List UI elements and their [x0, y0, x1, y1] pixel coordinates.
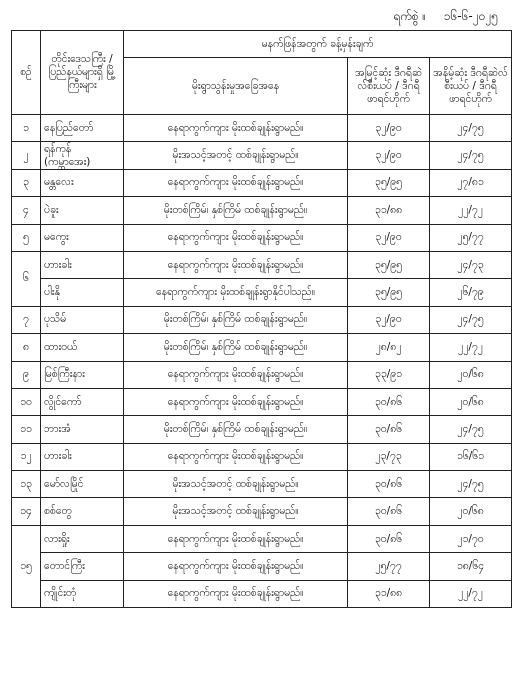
weather-cell: နေရာကွက်ကျား မိုးထစ်ချုန်းရွာမည်။	[124, 443, 348, 470]
max-temp-cell: ၂၃/၇၃	[348, 443, 430, 470]
city-cell: မကွေး	[41, 224, 124, 251]
serial-cell: ၄	[12, 197, 41, 224]
max-temp-cell: ၃၂/၉၀	[348, 224, 430, 251]
city-cell: ထားဝယ်	[41, 334, 124, 361]
table-row	[12, 443, 512, 470]
city-cell: ကျိုင်းတုံ	[41, 580, 124, 607]
table-row	[12, 306, 512, 333]
weather-cell: နေရာကွက်ကျား မိုးထစ်ချုန်းရွာမည်။	[124, 580, 348, 607]
city-cell: ဟားခါး	[41, 443, 124, 470]
report-date	[393, 8, 498, 26]
weather-cell: နေရာကွက်ကျား မိုးထစ်ချုန်းရွာမည်။	[124, 361, 348, 388]
serial-cell: ၁၄	[12, 498, 41, 525]
serial-cell: ၇	[12, 306, 41, 333]
city-cell: တောင်ကြီး	[41, 553, 124, 580]
table-row	[12, 142, 512, 169]
city-cell: နေပြည်တော်	[41, 115, 124, 142]
city-cell: မော်လမြိုင်	[41, 471, 124, 498]
weather-cell: နေရာကွက်ကျား မိုးထစ်ချုန်းရွာမည်။	[124, 169, 348, 196]
serial-cell: ၁၁	[12, 416, 41, 443]
table-row	[12, 251, 512, 278]
city-cell: ပဲခူး	[41, 197, 124, 224]
weather-cell: နေရာကွက်ကျား မိုးထစ်ချုန်းရွာမည်။	[124, 525, 348, 552]
city-cell: ပုသိမ်	[41, 306, 124, 333]
min-temp-cell: ၂၄/၇၅	[430, 306, 512, 333]
serial-cell: ၅	[12, 224, 41, 251]
table-row	[12, 388, 512, 415]
weather-cell: နေရာကွက်ကျား မိုးထစ်ချုန်းရွာမည်။	[124, 251, 348, 278]
serial-cell: ၃	[12, 169, 41, 196]
header-max-temp: အမြင့်ဆုံး ဒီဂရီဆဲလ်စီးယပ် / ဒီဂရီဖာရင်ဟိုက်	[348, 58, 430, 115]
table-row	[12, 553, 512, 580]
min-temp-cell: ၂၂/၇၂	[430, 580, 512, 607]
city-subname: (ကမ္ဘာအေး)	[44, 155, 91, 168]
min-temp-cell: ၂၀/၆၈	[430, 388, 512, 415]
min-temp-cell: ၂၇/၈၁	[430, 169, 512, 196]
min-temp-cell: ၂၂/၇၂	[430, 197, 512, 224]
weather-cell: နေရာကွက်ကျား မိုးထစ်ချုန်းရွာနိုင်ပါသည်။	[124, 279, 348, 306]
serial-cell: ၆	[12, 251, 41, 306]
weather-cell: မိုးတစ်ကြိမ်၊ နှစ်ကြိမ် ထစ်ချုန်းရွာမည်။	[124, 416, 348, 443]
city-cell: ပါးနို	[41, 279, 124, 306]
min-temp-cell: ၂၄/၇၃	[430, 251, 512, 278]
serial-cell: ၁	[12, 115, 41, 142]
serial-cell: ၁၀	[12, 388, 41, 415]
header-serial: စဉ်	[12, 31, 41, 115]
min-temp-cell: ၂၀/၆၈	[430, 498, 512, 525]
city-cell: မန္တလေး	[41, 169, 124, 196]
weather-cell: မိုးတစ်ကြိမ်၊ နှစ်ကြိမ် ထစ်ချုန်းရွာမည်။	[124, 334, 348, 361]
table-row	[12, 115, 512, 142]
city-cell: လွိုင်ကော်	[41, 388, 124, 415]
header-weather: မိုးရွာသွန်းမှုအခြေအနေ	[124, 58, 348, 115]
serial-cell: ၁၂	[12, 443, 41, 470]
table-row	[12, 361, 512, 388]
city-cell: လားရှိုး	[41, 525, 124, 552]
header-forecast: မနက်ဖြန်အတွက် ခန့်မှန်းချက်	[124, 31, 512, 58]
min-temp-cell: ၁၈/၆၄	[430, 553, 512, 580]
weather-cell: နေရာကွက်ကျား မိုးထစ်ချုန်းရွာမည်။	[124, 224, 348, 251]
serial-cell: ၈	[12, 334, 41, 361]
max-temp-cell: ၃၂/၉၀	[348, 115, 430, 142]
header-region: တိုင်းဒေသကြီး / ပြည်နယ်များရှိ မြို့ကြီးများ	[41, 31, 124, 115]
table-row	[12, 498, 512, 525]
weather-cell: မိုးအသင့်အတင့် ထစ်ချုန်းရွာမည်။	[124, 498, 348, 525]
weather-cell: နေရာကွက်ကျား မိုးထစ်ချုန်းရွာမည်။	[124, 553, 348, 580]
serial-cell: ၁၃	[12, 471, 41, 498]
max-temp-cell: ၃၅/၉၅	[348, 169, 430, 196]
weather-cell: မိုးအသင့်အတင့် ထစ်ချုန်းရွာမည်။	[124, 142, 348, 169]
max-temp-cell: ၃၀/၈၆	[348, 471, 430, 498]
max-temp-cell: ၂၅/၇၇	[348, 553, 430, 580]
city-cell: ဟားခါး	[41, 251, 124, 278]
serial-cell: ၉	[12, 361, 41, 388]
weather-cell: မိုးတစ်ကြိမ်၊ နှစ်ကြိမ် ထစ်ချုန်းရွာမည်။	[124, 306, 348, 333]
min-temp-cell: ၁၆/၆၁	[430, 443, 512, 470]
max-temp-cell: ၃၂/၉၀	[348, 142, 430, 169]
table-row	[12, 279, 512, 306]
city-cell: စစ်တွေ	[41, 498, 124, 525]
table-row	[12, 169, 512, 196]
table-row	[12, 416, 512, 443]
max-temp-cell: ၃၅/၉၅	[348, 251, 430, 278]
table-row	[12, 197, 512, 224]
min-temp-cell: ၂၄/၇၅	[430, 115, 512, 142]
max-temp-cell: ၂၈/၈၂	[348, 334, 430, 361]
weather-cell: မိုးတစ်ကြိမ်၊ နှစ်ကြိမ် ထစ်ချုန်းရွာမည်။	[124, 197, 348, 224]
max-temp-cell: ၃၂/၉၀	[348, 306, 430, 333]
max-temp-cell: ၃၁/၈၈	[348, 197, 430, 224]
min-temp-cell: ၂၁/၇၀	[430, 525, 512, 552]
city-cell: ဘားအံ	[41, 416, 124, 443]
min-temp-cell: ၂၄/၇၅	[430, 471, 512, 498]
max-temp-cell: ၃၀/၈၆	[348, 388, 430, 415]
min-temp-cell: ၂၆/၇၉	[430, 279, 512, 306]
city-name: ရန်ကုန်	[44, 142, 72, 155]
serial-cell: ၁၅	[12, 525, 41, 607]
forecast-table	[11, 30, 512, 608]
weather-cell: နေရာကွက်ကျား မိုးထစ်ချုန်းရွာမည်။	[124, 388, 348, 415]
max-temp-cell: ၃၅/၉၅	[348, 279, 430, 306]
max-temp-cell: ၃၃/၉၁	[348, 361, 430, 388]
date-label: ရက်စွဲ ။	[393, 9, 426, 23]
table-body	[12, 115, 512, 608]
max-temp-cell: ၃၀/၈၆	[348, 525, 430, 552]
header-min-temp: အနိမ့်ဆုံး ဒီဂရီဆဲလ်စီးယပ် / ဒီဂရီဖာရင်ဟိုက်	[430, 58, 512, 115]
table-row	[12, 224, 512, 251]
table-row	[12, 471, 512, 498]
max-temp-cell: ၃၀/၈၆	[348, 416, 430, 443]
max-temp-cell: ၃၁/၈၈	[348, 580, 430, 607]
min-temp-cell: ၂၀/၆၈	[430, 361, 512, 388]
min-temp-cell: ၂၄/၇၅	[430, 142, 512, 169]
weather-cell: နေရာကွက်ကျား မိုးထစ်ချုန်းရွာမည်။	[124, 115, 348, 142]
min-temp-cell: ၂၄/၇၅	[430, 416, 512, 443]
table-row	[12, 525, 512, 552]
max-temp-cell: ၃၀/၈၆	[348, 498, 430, 525]
min-temp-cell: ၂၂/၇၂	[430, 334, 512, 361]
min-temp-cell: ၂၅/၇၇	[430, 224, 512, 251]
table-row	[12, 334, 512, 361]
city-cell: မြစ်ကြီးနား	[41, 361, 124, 388]
weather-cell: မိုးအသင့်အတင့် ထစ်ချုန်းရွာမည်။	[124, 471, 348, 498]
serial-cell: ၂	[12, 142, 41, 169]
table-row	[12, 580, 512, 607]
date-value: ၁၆-၆-၂၀၂၅	[443, 9, 498, 23]
city-cell	[41, 142, 124, 169]
